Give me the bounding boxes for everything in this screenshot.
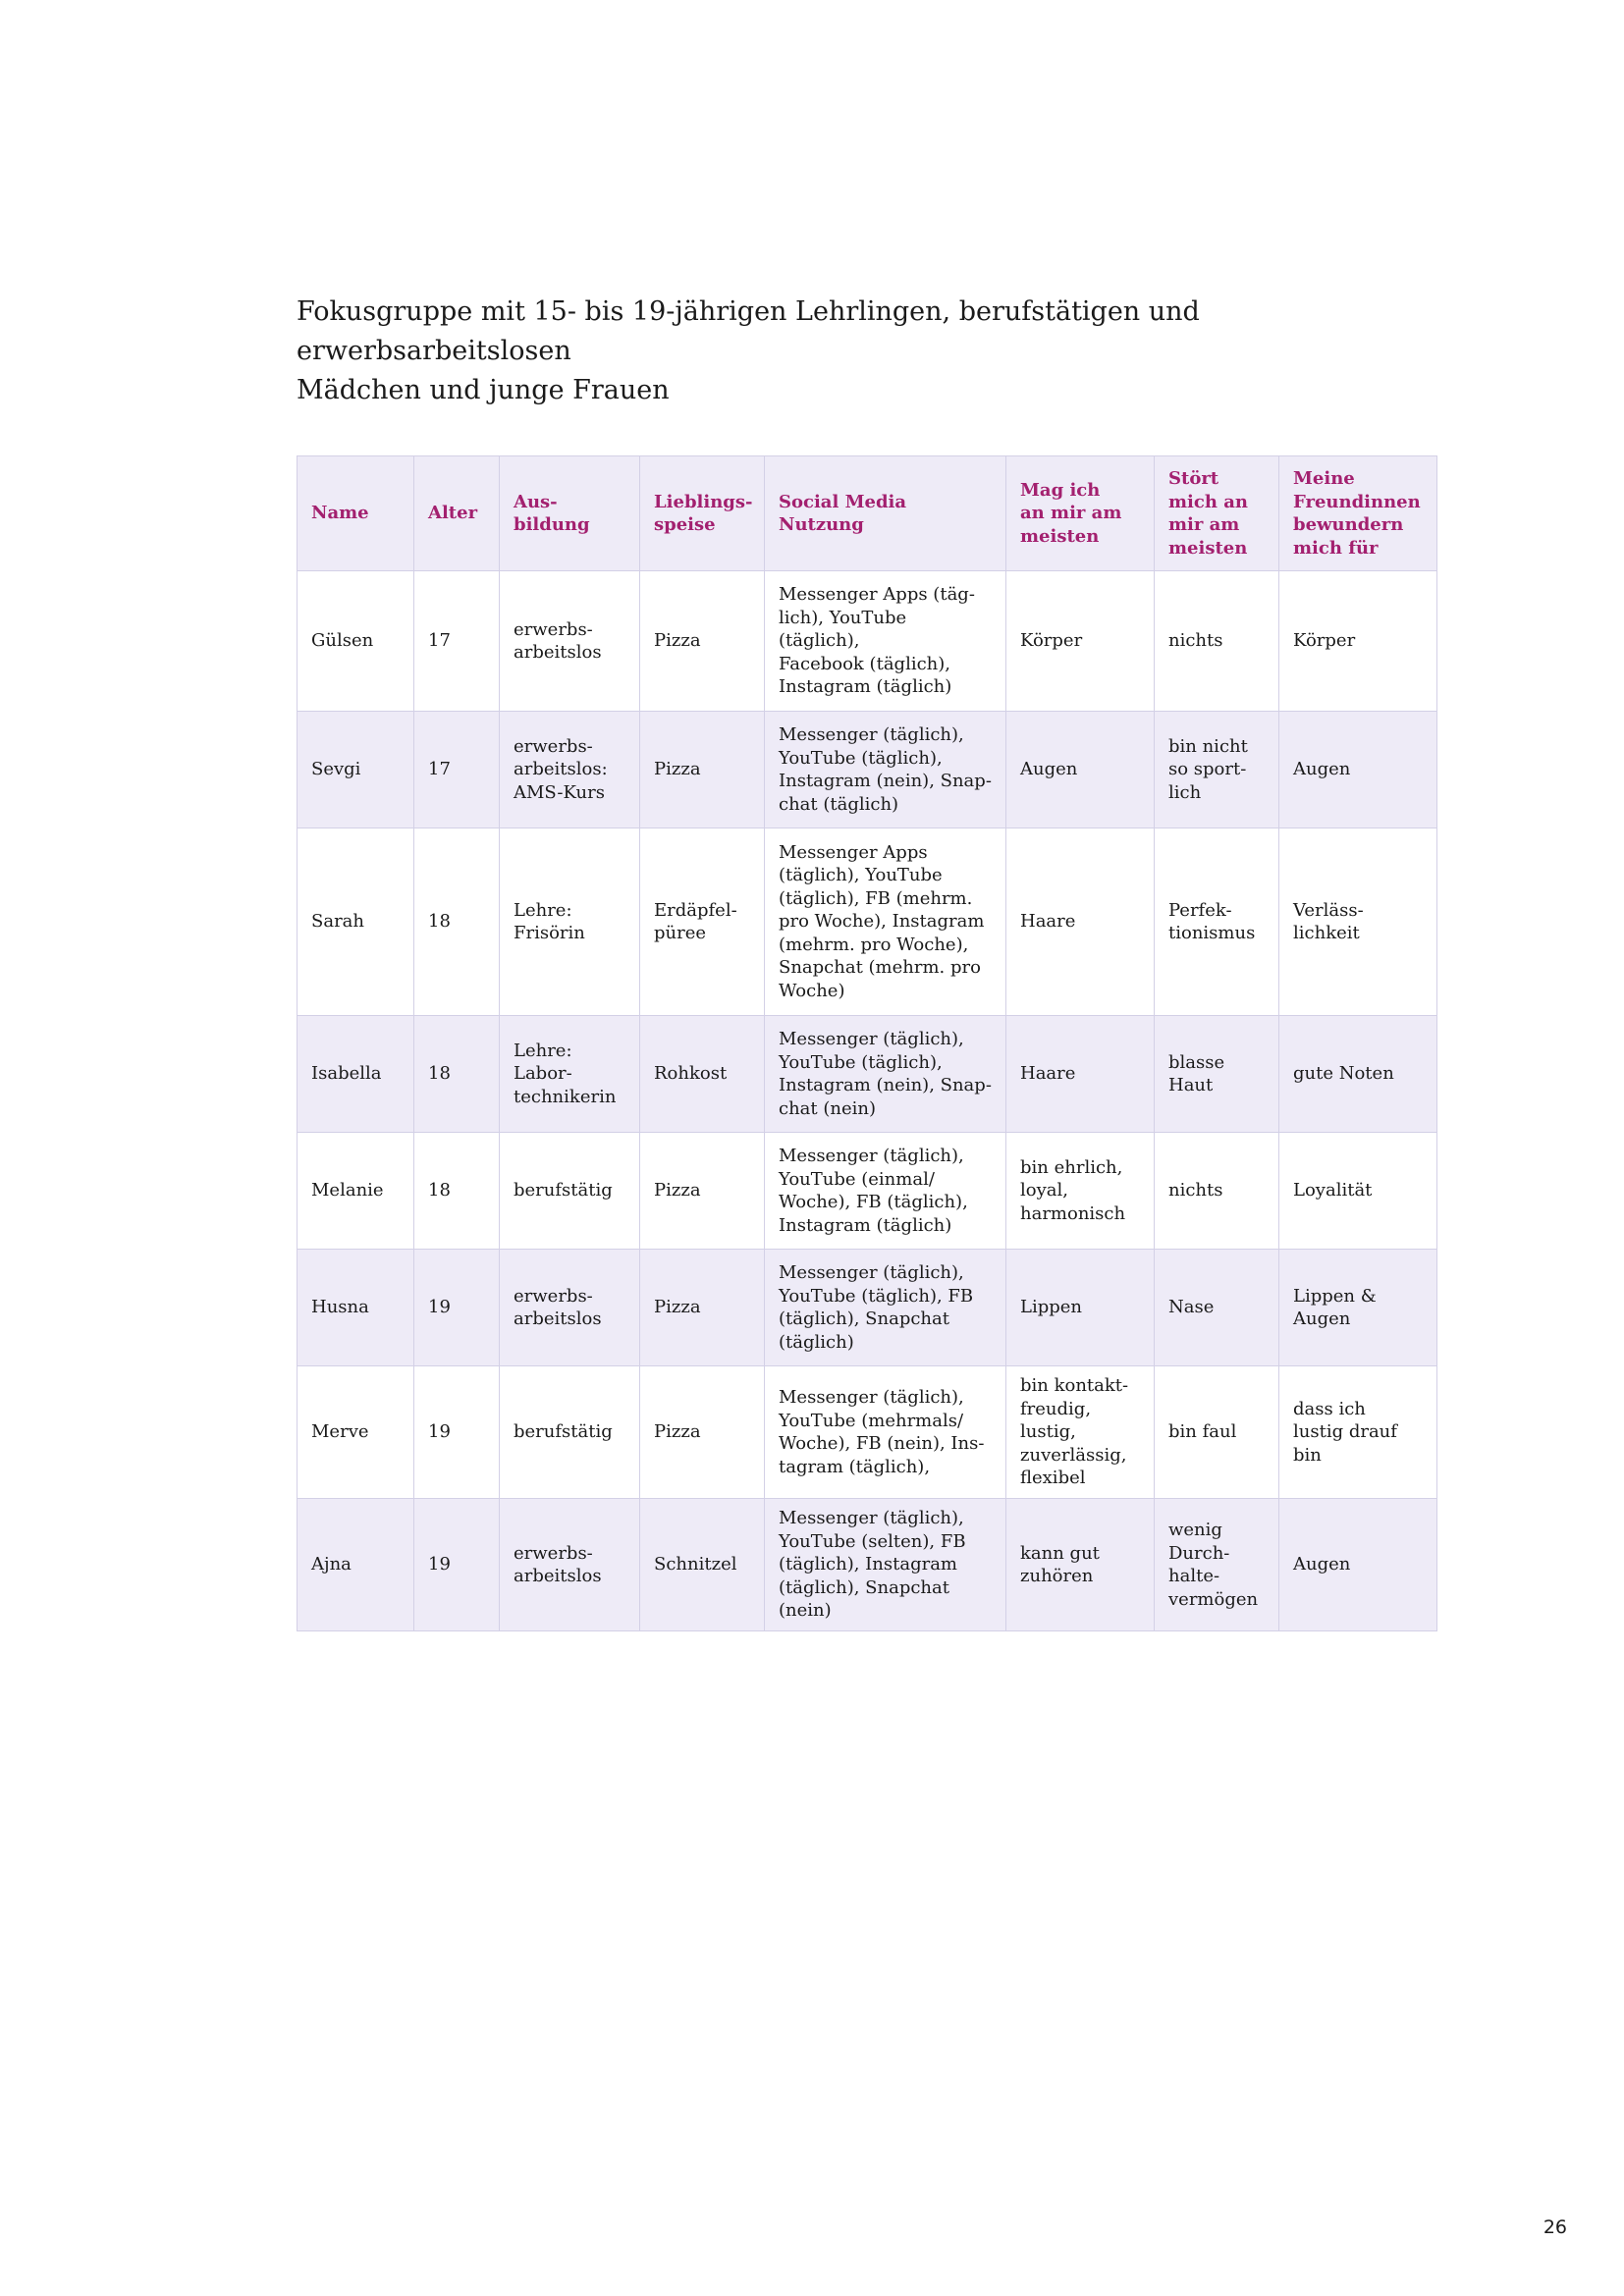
cell-social-media: Messenger (täglich), YouTube (mehrmals/ Woche), FB (nein), Ins- tagram (täglich),	[765, 1366, 1006, 1499]
cell-ausbildung: erwerbs- arbeitslos	[500, 1250, 640, 1366]
cell-social-media: Messenger (täglich), YouTube (einmal/ Woche), FB (täglich), Instagram (täglich)	[765, 1133, 1006, 1250]
cell-freundinnen: Loyalität	[1279, 1133, 1437, 1250]
table-row	[298, 571, 1437, 712]
cell-mag-ich: bin ehrlich, loyal, harmonisch	[1006, 1133, 1155, 1250]
cell-name: Sarah	[298, 828, 414, 1016]
cell-freundinnen: Körper	[1279, 571, 1437, 712]
cell-name: Husna	[298, 1250, 414, 1366]
cell-alter: 19	[414, 1499, 500, 1631]
cell-lieblingsspeise: Pizza	[640, 1250, 765, 1366]
cell-alter: 18	[414, 828, 500, 1016]
cell-freundinnen: Augen	[1279, 712, 1437, 828]
cell-alter: 19	[414, 1250, 500, 1366]
cell-freundinnen: Lippen & Augen	[1279, 1250, 1437, 1366]
cell-ausbildung: berufstätig	[500, 1366, 640, 1499]
cell-lieblingsspeise: Rohkost	[640, 1016, 765, 1133]
header-alter: Alter	[414, 456, 500, 571]
table-row	[298, 828, 1437, 1016]
cell-social-media: Messenger (täglich), YouTube (täglich), Instagram (nein), Snap- chat (täglich)	[765, 712, 1006, 828]
cell-social-media: Messenger Apps (täglich), YouTube (täglich), FB (mehrm. pro Woche), Instagram (mehrm. pro Woche), Snapchat (mehrm. pro Woche)	[765, 828, 1006, 1016]
cell-ausbildung: Lehre: Labor- technikerin	[500, 1016, 640, 1133]
cell-lieblingsspeise: Erdäpfel- püree	[640, 828, 765, 1016]
cell-name: Merve	[298, 1366, 414, 1499]
cell-ausbildung: erwerbs- arbeitslos: AMS-Kurs	[500, 712, 640, 828]
cell-name: Gülsen	[298, 571, 414, 712]
cell-freundinnen: Verläss- lichkeit	[1279, 828, 1437, 1016]
cell-social-media: Messenger (täglich), YouTube (täglich), Instagram (nein), Snap- chat (nein)	[765, 1016, 1006, 1133]
cell-ausbildung: berufstätig	[500, 1133, 640, 1250]
heading-line-2: Mädchen und junge Frauen	[297, 375, 670, 405]
cell-name: Ajna	[298, 1499, 414, 1631]
cell-lieblingsspeise: Pizza	[640, 1133, 765, 1250]
cell-lieblingsspeise: Pizza	[640, 712, 765, 828]
page-heading	[297, 293, 1455, 410]
header-mag-ich: Mag ich an mir am meisten	[1006, 456, 1155, 571]
table-header-row	[298, 456, 1437, 571]
cell-stoert-mich: blasse Haut	[1155, 1016, 1279, 1133]
header-name: Name	[298, 456, 414, 571]
cell-lieblingsspeise: Schnitzel	[640, 1499, 765, 1631]
table-row	[298, 1016, 1437, 1133]
cell-stoert-mich: nichts	[1155, 1133, 1279, 1250]
cell-social-media: Messenger (täglich), YouTube (selten), FB (täglich), Instagram (täglich), Snapchat (nein)	[765, 1499, 1006, 1631]
header-social-media: Social Media Nutzung	[765, 456, 1006, 571]
cell-freundinnen: dass ich lustig drauf bin	[1279, 1366, 1437, 1499]
cell-mag-ich: Haare	[1006, 828, 1155, 1016]
cell-stoert-mich: Perfek- tionismus	[1155, 828, 1279, 1016]
cell-lieblingsspeise: Pizza	[640, 571, 765, 712]
cell-mag-ich: bin kontakt- freudig, lustig, zuverlässig, flexibel	[1006, 1366, 1155, 1499]
cell-alter: 18	[414, 1016, 500, 1133]
table-row	[298, 1250, 1437, 1366]
cell-mag-ich: kann gut zuhören	[1006, 1499, 1155, 1631]
cell-alter: 17	[414, 571, 500, 712]
cell-freundinnen: Augen	[1279, 1499, 1437, 1631]
cell-alter: 17	[414, 712, 500, 828]
cell-alter: 18	[414, 1133, 500, 1250]
cell-mag-ich: Haare	[1006, 1016, 1155, 1133]
header-freundinnen: Meine Freundinnen bewundern mich für	[1279, 456, 1437, 571]
heading-line-1: Fokusgruppe mit 15- bis 19-jährigen Lehrlingen, berufstätigen und erwerbsarbeitslosen	[297, 296, 1200, 366]
cell-name: Melanie	[298, 1133, 414, 1250]
header-stoert-mich: Stört mich an mir am meisten	[1155, 456, 1279, 571]
cell-stoert-mich: bin nicht so sport- lich	[1155, 712, 1279, 828]
cell-ausbildung: erwerbs- arbeitslos	[500, 1499, 640, 1631]
table-row	[298, 1499, 1437, 1631]
cell-stoert-mich: Nase	[1155, 1250, 1279, 1366]
cell-alter: 19	[414, 1366, 500, 1499]
table-row	[298, 1366, 1437, 1499]
cell-stoert-mich: wenig Durch- halte- vermögen	[1155, 1499, 1279, 1631]
page-number: 26	[1543, 2216, 1567, 2238]
cell-freundinnen: gute Noten	[1279, 1016, 1437, 1133]
cell-mag-ich: Körper	[1006, 571, 1155, 712]
cell-mag-ich: Augen	[1006, 712, 1155, 828]
cell-name: Isabella	[298, 1016, 414, 1133]
cell-lieblingsspeise: Pizza	[640, 1366, 765, 1499]
cell-name: Sevgi	[298, 712, 414, 828]
cell-social-media: Messenger (täglich), YouTube (täglich), FB (täglich), Snapchat (täglich)	[765, 1250, 1006, 1366]
cell-ausbildung: Lehre: Frisörin	[500, 828, 640, 1016]
cell-stoert-mich: bin faul	[1155, 1366, 1279, 1499]
table-row	[298, 1133, 1437, 1250]
cell-ausbildung: erwerbs- arbeitslos	[500, 571, 640, 712]
focus-group-table	[297, 455, 1437, 1631]
header-lieblingsspeise: Lieblings- speise	[640, 456, 765, 571]
cell-social-media: Messenger Apps (täg- lich), YouTube (täglich), Facebook (täglich), Instagram (täglich)	[765, 571, 1006, 712]
table-row	[298, 712, 1437, 828]
cell-stoert-mich: nichts	[1155, 571, 1279, 712]
header-ausbildung: Aus- bildung	[500, 456, 640, 571]
cell-mag-ich: Lippen	[1006, 1250, 1155, 1366]
